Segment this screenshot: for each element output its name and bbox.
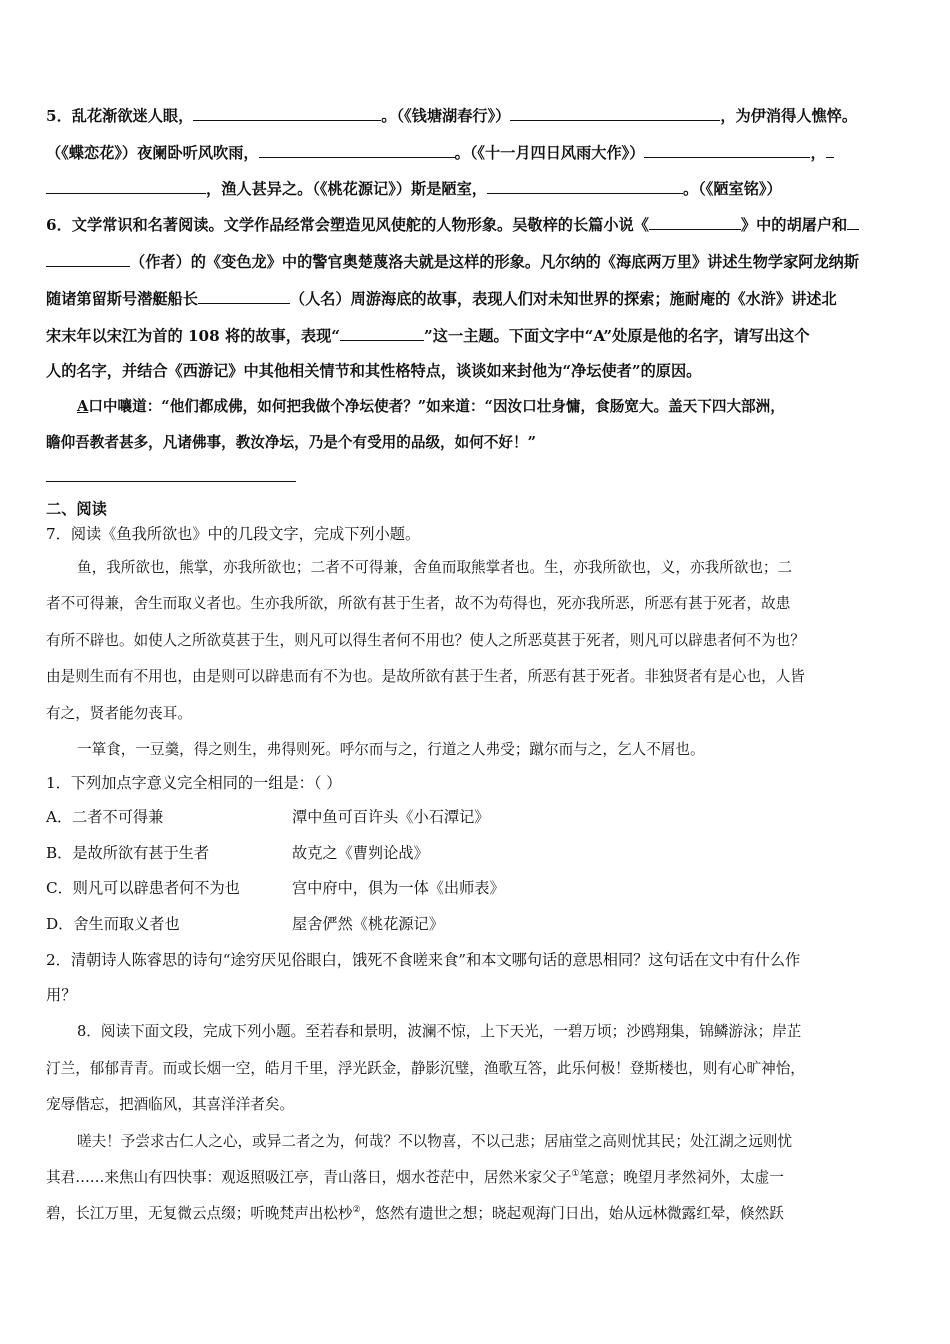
option-b[interactable]: B．是故所欲有甚于生者	[46, 844, 210, 862]
q5-line-3: ，渔人甚异之。（《桃花源记》）斯是陋室， 。（《陋室铭》）	[46, 177, 908, 199]
q5-line-1: 5．乱花渐欲迷人眼， 。（《钱塘湖春行》） ，为伊消得人憔悴。	[46, 104, 908, 126]
answer-blank[interactable]	[826, 141, 834, 158]
q6-line-2: （作者）的《变色龙》中的警官奥楚蔑洛夫就是这样的形象。凡尔纳的《海底两万里》讲述生物学家阿龙纳斯	[46, 250, 908, 272]
answer-blank[interactable]	[847, 213, 859, 230]
option-a-reference: 潭中鱼可百许头《小石潭记》	[292, 808, 490, 826]
answer-blank[interactable]	[644, 141, 810, 158]
passage-line: 有所不辟也。如使人之所欲莫甚于生，则凡可以得生者何不用也？使人之所恶莫甚于死者，则凡可以辟患者何不为也？	[46, 632, 805, 649]
answer-blank[interactable]	[193, 104, 381, 121]
answer-blank[interactable]	[46, 250, 130, 267]
footnote-ref[interactable]: ①	[571, 1169, 580, 1180]
answer-blank[interactable]	[198, 287, 290, 304]
answer-blank[interactable]	[259, 141, 455, 158]
answer-blank[interactable]	[510, 104, 720, 121]
q7-intro: 7．阅读《鱼我所欲也》中的几段文字，完成下列小题。	[46, 525, 421, 543]
q8-passage-line: 其君……来焦山有四快事：观返照吸江亭，青山落日，烟水苍茫中，居然米家父子①笔意；晚望月孝然祠外，太虚一	[46, 1169, 784, 1186]
q6-line-3: 随诸第留斯号潜艇船长 （人名）周游海底的故事，表现人们对未知世界的探索；施耐庵的《水浒》讲述北	[46, 287, 908, 309]
answer-blank[interactable]	[649, 213, 741, 230]
option-b-reference: 故克之《曹刿论战》	[292, 844, 429, 862]
answer-blank[interactable]	[46, 177, 206, 194]
q6-line-5: 人的名字，并结合《西游记》中其他相关情节和其性格特点，谈谈如来封他为“净坛使者”的原因。	[46, 362, 702, 380]
sub-question-1: 1．下列加点字意义完全相同的一组是：（ ）	[46, 774, 342, 792]
q6-line-4: 宋末年以宋江为首的 108 将的故事，表现“ ”这一主题。下面文字中“A”处原是他的名字，请写出这个	[46, 324, 908, 346]
option-c[interactable]: C．则凡可以辟患者何不为也	[46, 879, 240, 897]
q6-quote-line-2: 瞻仰吾教者甚多，凡诸佛事，教汝净坛，乃是个有受用的品级，如何不好！”	[46, 434, 536, 451]
sub-question-2: 2．清朝诗人陈睿思的诗句“途穷厌见俗眼白，饿死不食嗟来食”和本文哪句话的意思相同？这句话在文中有什么作	[46, 951, 801, 969]
passage-line: 由是则生而有不用也，由是则可以辟患而有不为也。是故所欲有甚于生者，所恶有甚于死者。非独贤者有是心也，人皆	[46, 668, 805, 685]
passage-line: 鱼，我所欲也，熊掌，亦我所欲也；二者不可得兼，舍鱼而取熊掌者也。生，亦我所欲也，义，亦我所欲也；二	[77, 559, 793, 576]
passage-line: 一箪食，一豆羹，得之则生，弗得则死。呼尔而与之，行道之人弗受；蹴尔而与之，乞人不屑也。	[77, 741, 705, 758]
option-d-reference: 屋舍俨然《桃花源记》	[292, 915, 444, 933]
q8-line: 宠辱偕忘，把酒临风，其喜洋洋者矣。	[46, 1096, 295, 1113]
footnote-ref[interactable]: ②	[352, 1205, 361, 1216]
option-c-reference: 宫中府中，俱为一体《出师表》	[292, 879, 505, 897]
sub-question-2-cont: 用？	[46, 986, 77, 1004]
q8-passage-line: 碧，长江万里，无复微云点缀；听晚梵声出松杪②，悠然有遗世之想；晓起观海门日出，始从远林微露红晕，倏然跃	[46, 1205, 784, 1222]
option-a[interactable]: A．二者不可得兼	[46, 808, 164, 826]
q8-passage-line: 嗟夫！予尝求古仁人之心，或异二者之为，何哉？不以物喜，不以己悲；居庙堂之高则忧其民；处江湖之远则忧	[77, 1133, 793, 1150]
answer-blank[interactable]	[487, 177, 683, 194]
q6-line-1: 6．文学常识和名著阅读。文学作品经常会塑造见风使舵的人物形象。吴敬梓的长篇小说《 》中的胡屠户和	[46, 213, 908, 235]
quote-marker: A	[77, 398, 89, 415]
answer-line[interactable]	[46, 481, 296, 482]
section-heading: 二、阅读	[46, 500, 107, 518]
q6-quote-line-1: A口中嚷道：“他们都成佛，如何把我做个净坛使者？”如来道：“因汝口壮身慵，食肠宽大。盖天下四大部洲，	[77, 398, 785, 415]
passage-line: 有之，贤者能勿丧耳。	[46, 705, 192, 722]
q8-line: 8．阅读下面文段，完成下列小题。至若春和景明，波澜不惊，上下天光，一碧万顷；沙鸥翔集，锦鳞游泳；岸芷	[77, 1023, 802, 1040]
answer-blank[interactable]	[340, 324, 424, 341]
q8-line: 汀兰，郁郁青青。而或长烟一空，皓月千里，浮光跃金，静影沉璧，渔歌互答，此乐何极！登斯楼也，则有心旷神怡，	[46, 1060, 805, 1077]
passage-line: 者不可得兼，舍生而取义者也。生亦我所欲，所欲有甚于生者，故不为苟得也，死亦我所恶，所恶有甚于死者，故患	[46, 595, 791, 612]
option-d[interactable]: D．舍生而取义者也	[46, 915, 180, 933]
q5-line-2: （《蝶恋花》）夜阑卧听风吹雨， 。（《十一月四日风雨大作》） ，	[46, 141, 908, 163]
